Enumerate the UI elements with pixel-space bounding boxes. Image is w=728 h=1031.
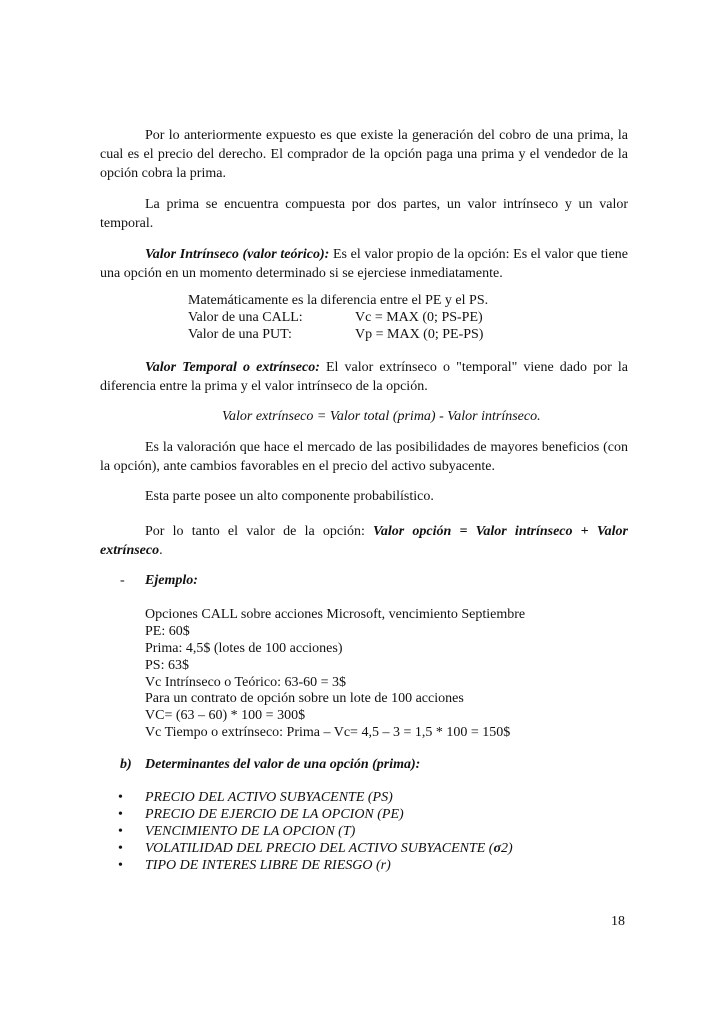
paragraph-prima-intro: Por lo anteriormente expuesto es que existe la generación del cobro de una prima, la cual es el precio del derecho. El comprador de la opción paga una prima y el vendedor de la opción cobra la prima. — [100, 128, 628, 181]
bullet-icon: • — [118, 807, 123, 822]
valor-opcion-period: . — [159, 543, 163, 558]
definition-valor-temporal: El valor extrínseco o "temporal" viene dado por la diferencia entre la prima y el valor intrínseco de la opción. — [100, 360, 628, 394]
determinant-item — [0, 857, 500, 874]
sigma-symbol: σ — [493, 841, 502, 856]
example-line-6: Para un contrato de opción sobre un lote de 100 acciones — [145, 691, 464, 706]
example-line-3: Prima: 4,5$ (lotes de 100 acciones) — [145, 641, 343, 656]
bullet-icon: • — [118, 824, 123, 839]
formula-valor-extrinseco: Valor extrínseco = Valor total (prima) - Valor intrínseco. — [222, 409, 541, 424]
term-valor-temporal: Valor Temporal o extrínseco: — [145, 360, 320, 375]
example-line-2: PE: 60$ — [145, 624, 190, 639]
determinant-item — [0, 823, 500, 840]
bullet-icon: • — [118, 858, 123, 873]
determinant-item — [0, 789, 500, 806]
determinant-item — [0, 840, 513, 857]
example-line-5: Vc Intrínseco o Teórico: 63-60 = 3$ — [145, 675, 347, 690]
example-line-8: Vc Tiempo o extrínseco: Prima – Vc= 4,5 – 3 = 1,5 * 100 = 150$ — [145, 725, 511, 740]
paragraph-prima-parts: La prima se encuentra compuesta por dos partes, un valor intrínseco y un valor temporal. — [100, 197, 628, 231]
bullet-icon: • — [118, 841, 123, 856]
paragraph-valor-intrinseco — [100, 245, 628, 283]
determinant-item — [0, 806, 500, 823]
paragraph-valor-opcion — [100, 522, 628, 560]
paragraph-valor-temporal — [100, 358, 628, 396]
put-label: Valor de una PUT: — [188, 327, 292, 342]
determinant-text: VENCIMIENTO DE LA OPCION (T) — [145, 824, 356, 839]
example-line-1: Opciones CALL sobre acciones Microsoft, vencimiento Septiembre — [145, 607, 526, 622]
section-b-marker: b) — [120, 757, 132, 772]
math-row-call — [188, 309, 628, 326]
math-line-difference: Matemáticamente es la diferencia entre el PE y el PS. — [188, 293, 489, 308]
determinant-text: PRECIO DEL ACTIVO SUBYACENTE (PS) — [145, 790, 393, 805]
section-b-heading: Determinantes del valor de una opción (prima): — [145, 757, 421, 772]
term-valor-intrinseco: Valor Intrínseco (valor teórico): — [145, 247, 330, 262]
determinant-text: TIPO DE INTERES LIBRE DE RIESGO (r) — [145, 858, 391, 873]
definition-valor-intrinseco: Es el valor propio de la opción: Es el valor que tiene una opción en un momento determinado si se ejerciese inmediatamente. — [100, 247, 628, 281]
page-number: 18 — [611, 914, 625, 929]
paragraph-probabilistico: Esta parte posee un alto componente probabilístico. — [145, 489, 434, 504]
example-heading: Ejemplo: — [145, 573, 198, 588]
call-label: Valor de una CALL: — [188, 310, 303, 325]
example-marker: - — [120, 573, 125, 588]
determinant-text — [145, 840, 513, 857]
put-formula: Vp = MAX (0; PE-PS) — [355, 327, 484, 342]
determinant-text: PRECIO DE EJERCIO DE LA OPCION (PE) — [145, 807, 404, 822]
valor-opcion-intro: Por lo tanto el valor de la opción: — [145, 524, 374, 539]
volatility-text: VOLATILIDAD DEL PRECIO DEL ACTIVO SUBYACENTE ( — [145, 841, 494, 856]
valor-opcion-formula: Valor opción = Valor intrínseco + Valor extrínseco — [100, 524, 628, 558]
call-formula: Vc = MAX (0; PS-PE) — [355, 310, 483, 325]
sigma-suffix: 2) — [501, 841, 513, 856]
example-line-7: VC= (63 – 60) * 100 = 300$ — [145, 708, 306, 723]
math-row-put — [188, 326, 628, 343]
paragraph-valoracion-mercado: Es la valoración que hace el mercado de las posibilidades de mayores beneficios (con la opción), ante cambios favorables en el precio del activo subyacente. — [100, 440, 628, 474]
bullet-icon: • — [118, 790, 123, 805]
example-line-4: PS: 63$ — [145, 658, 189, 673]
